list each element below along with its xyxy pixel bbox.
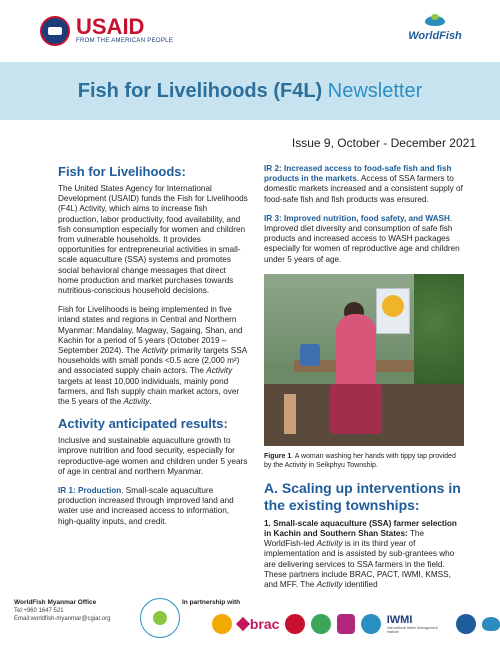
text-run: The WorldFish-led	[264, 529, 425, 549]
text-run: is in its third year of implementation and is assisted by sub-grantees who are delivering services to SSA farmers in the field. These partners include BRAC, PACT, IWMI, KMSS, and MFF. The	[264, 539, 455, 590]
newsletter-title	[78, 80, 422, 103]
text-run: . Access of SSA farmers to domestic markets increased and a consistent supply of food-safe fish and fish products was ensured.	[264, 174, 463, 204]
usaid-tagline: FROM THE AMERICAN PEOPLE	[76, 38, 174, 44]
item1-label: 1. Small-scale aquaculture (SSA) farmer selection in Kachin and Southern Shan States:	[264, 518, 457, 539]
text-run: Activity	[316, 580, 343, 590]
photo-woman	[336, 314, 376, 388]
worldfish-small-fish-icon	[482, 617, 500, 631]
office-tel: Tel:+960 1647 521	[14, 608, 64, 614]
photo-tippy-tap	[284, 394, 296, 434]
pact-logo-icon	[337, 614, 355, 634]
ir1-label: IR 1: Production	[58, 486, 122, 496]
usaid-seal-icon	[40, 16, 70, 46]
office-title: WorldFish Myanmar Office	[14, 599, 97, 606]
partner-logo-icon	[212, 614, 232, 634]
iwmi-logo	[387, 615, 451, 634]
f4l-paragraph-2	[58, 305, 248, 407]
partner-logo-icon	[311, 614, 331, 634]
left-column	[58, 164, 248, 536]
item1-paragraph	[264, 519, 464, 590]
f4l-heading: Fish for Livelihoods:	[58, 164, 186, 179]
text-run: identified	[342, 580, 378, 590]
newsletter-banner	[0, 62, 500, 120]
office-email: Email:worldfish-myanmar@cgiar.org	[14, 616, 111, 622]
photo-bucket	[300, 344, 320, 366]
fish-icon	[423, 14, 447, 30]
worldfish-logo	[400, 14, 470, 48]
ir2-label: IR 2: Increased access to food-safe fish and fish products in the markets	[264, 164, 452, 184]
text-run: Activity	[206, 366, 233, 376]
f4l-paragraph-1: The United States Agency for International Development (USAID) funds the Fish for Livelihoods (F4L) Activity, which aims to increase fish production, labor productivity, food availability, and fish consumption especially for women and children from vulnerable households. It provides opportunities for entrepreneurial activities in small-scale aquaculture (SSA) systems and promotes social behavioral change messages that direct home production and market purchases towards nutritious-conscious household decisions.	[58, 184, 248, 296]
usaid-logo	[40, 14, 190, 48]
brac-wordmark: brac	[249, 616, 280, 632]
brac-logo	[238, 616, 280, 632]
handwashing-photo	[264, 274, 464, 446]
figure-label: Figure 1	[264, 452, 292, 460]
photo-poster	[376, 288, 410, 334]
photo-woman-skirt	[330, 384, 382, 434]
text-run: Fish for Livelihoods is being implemented in five inland states and regions in Central and Northern Myanmar: Mandalay, Magway, Sagaing, Shan, and Kachin for a period of 5 years (October 2019 – September 2024). The	[58, 305, 243, 356]
text-run: targets at least 10,000 individuals, mainly pond farmers, and fish supply chain market actors, over the 5 years of the	[58, 376, 240, 407]
ir3-label: IR 3: Improved nutrition, food safety, and WASH	[264, 213, 450, 223]
brac-mark-icon	[236, 617, 250, 631]
results-heading: Activity anticipated results:	[58, 416, 228, 432]
figure-caption	[264, 452, 464, 470]
ir3-paragraph	[264, 214, 464, 265]
text-run: Activity	[142, 346, 168, 356]
partnership-label: In partnership with	[182, 599, 241, 606]
text-run: Activity	[123, 397, 150, 407]
right-column	[264, 164, 464, 599]
photo-tree	[414, 274, 464, 394]
iwmi-subtitle: International Water Management Institute	[386, 625, 438, 634]
usaid-wordmark: USAID	[76, 14, 145, 39]
issue-line: Issue 9, October - December 2021	[291, 136, 476, 150]
iwmi-wordmark: IWMI	[386, 613, 413, 626]
partner-logo-icon	[456, 614, 476, 634]
ir2-paragraph	[264, 164, 464, 205]
kmss-logo-icon	[285, 614, 305, 634]
newsletter-title-main: Fish for Livelihoods (F4L)	[77, 79, 323, 102]
text-run: . Improved diet diversity and consumption of safe fish products and increased access to WASH packages especially for women of reproductive age and children under 5 years of age.	[264, 213, 460, 264]
worldfish-wordmark: WorldFish	[408, 30, 462, 42]
partner-logos	[212, 612, 500, 636]
partner-seal-icon	[140, 598, 180, 638]
text-run: .	[149, 397, 152, 407]
text-run: . A woman washing her hands with tippy tap provided by the Activity in Seikphyu Township.	[264, 452, 456, 469]
text-run: . Small-scale aquaculture production increased through improved land and water use and increased access to information, high-quality inputs, and credit.	[58, 486, 234, 526]
text-run: Activity	[316, 539, 343, 549]
partner-logo-icon	[361, 614, 381, 634]
ir1-paragraph	[58, 486, 248, 527]
text-run: primarily targets SSA households with small ponds <0.5 acre (2,000 m²) and associated supply chain actors. The	[58, 346, 247, 376]
section-a-heading: A. Scaling up interventions in the existing townships:	[264, 479, 461, 513]
newsletter-title-suffix: Newsletter	[322, 79, 423, 102]
office-contact	[14, 598, 154, 623]
results-paragraph: Inclusive and sustainable aquaculture growth to improve nutrition and food security, especially for reproductive-age women and children under 5 years of age in central and northern Myanmar.	[58, 436, 248, 476]
